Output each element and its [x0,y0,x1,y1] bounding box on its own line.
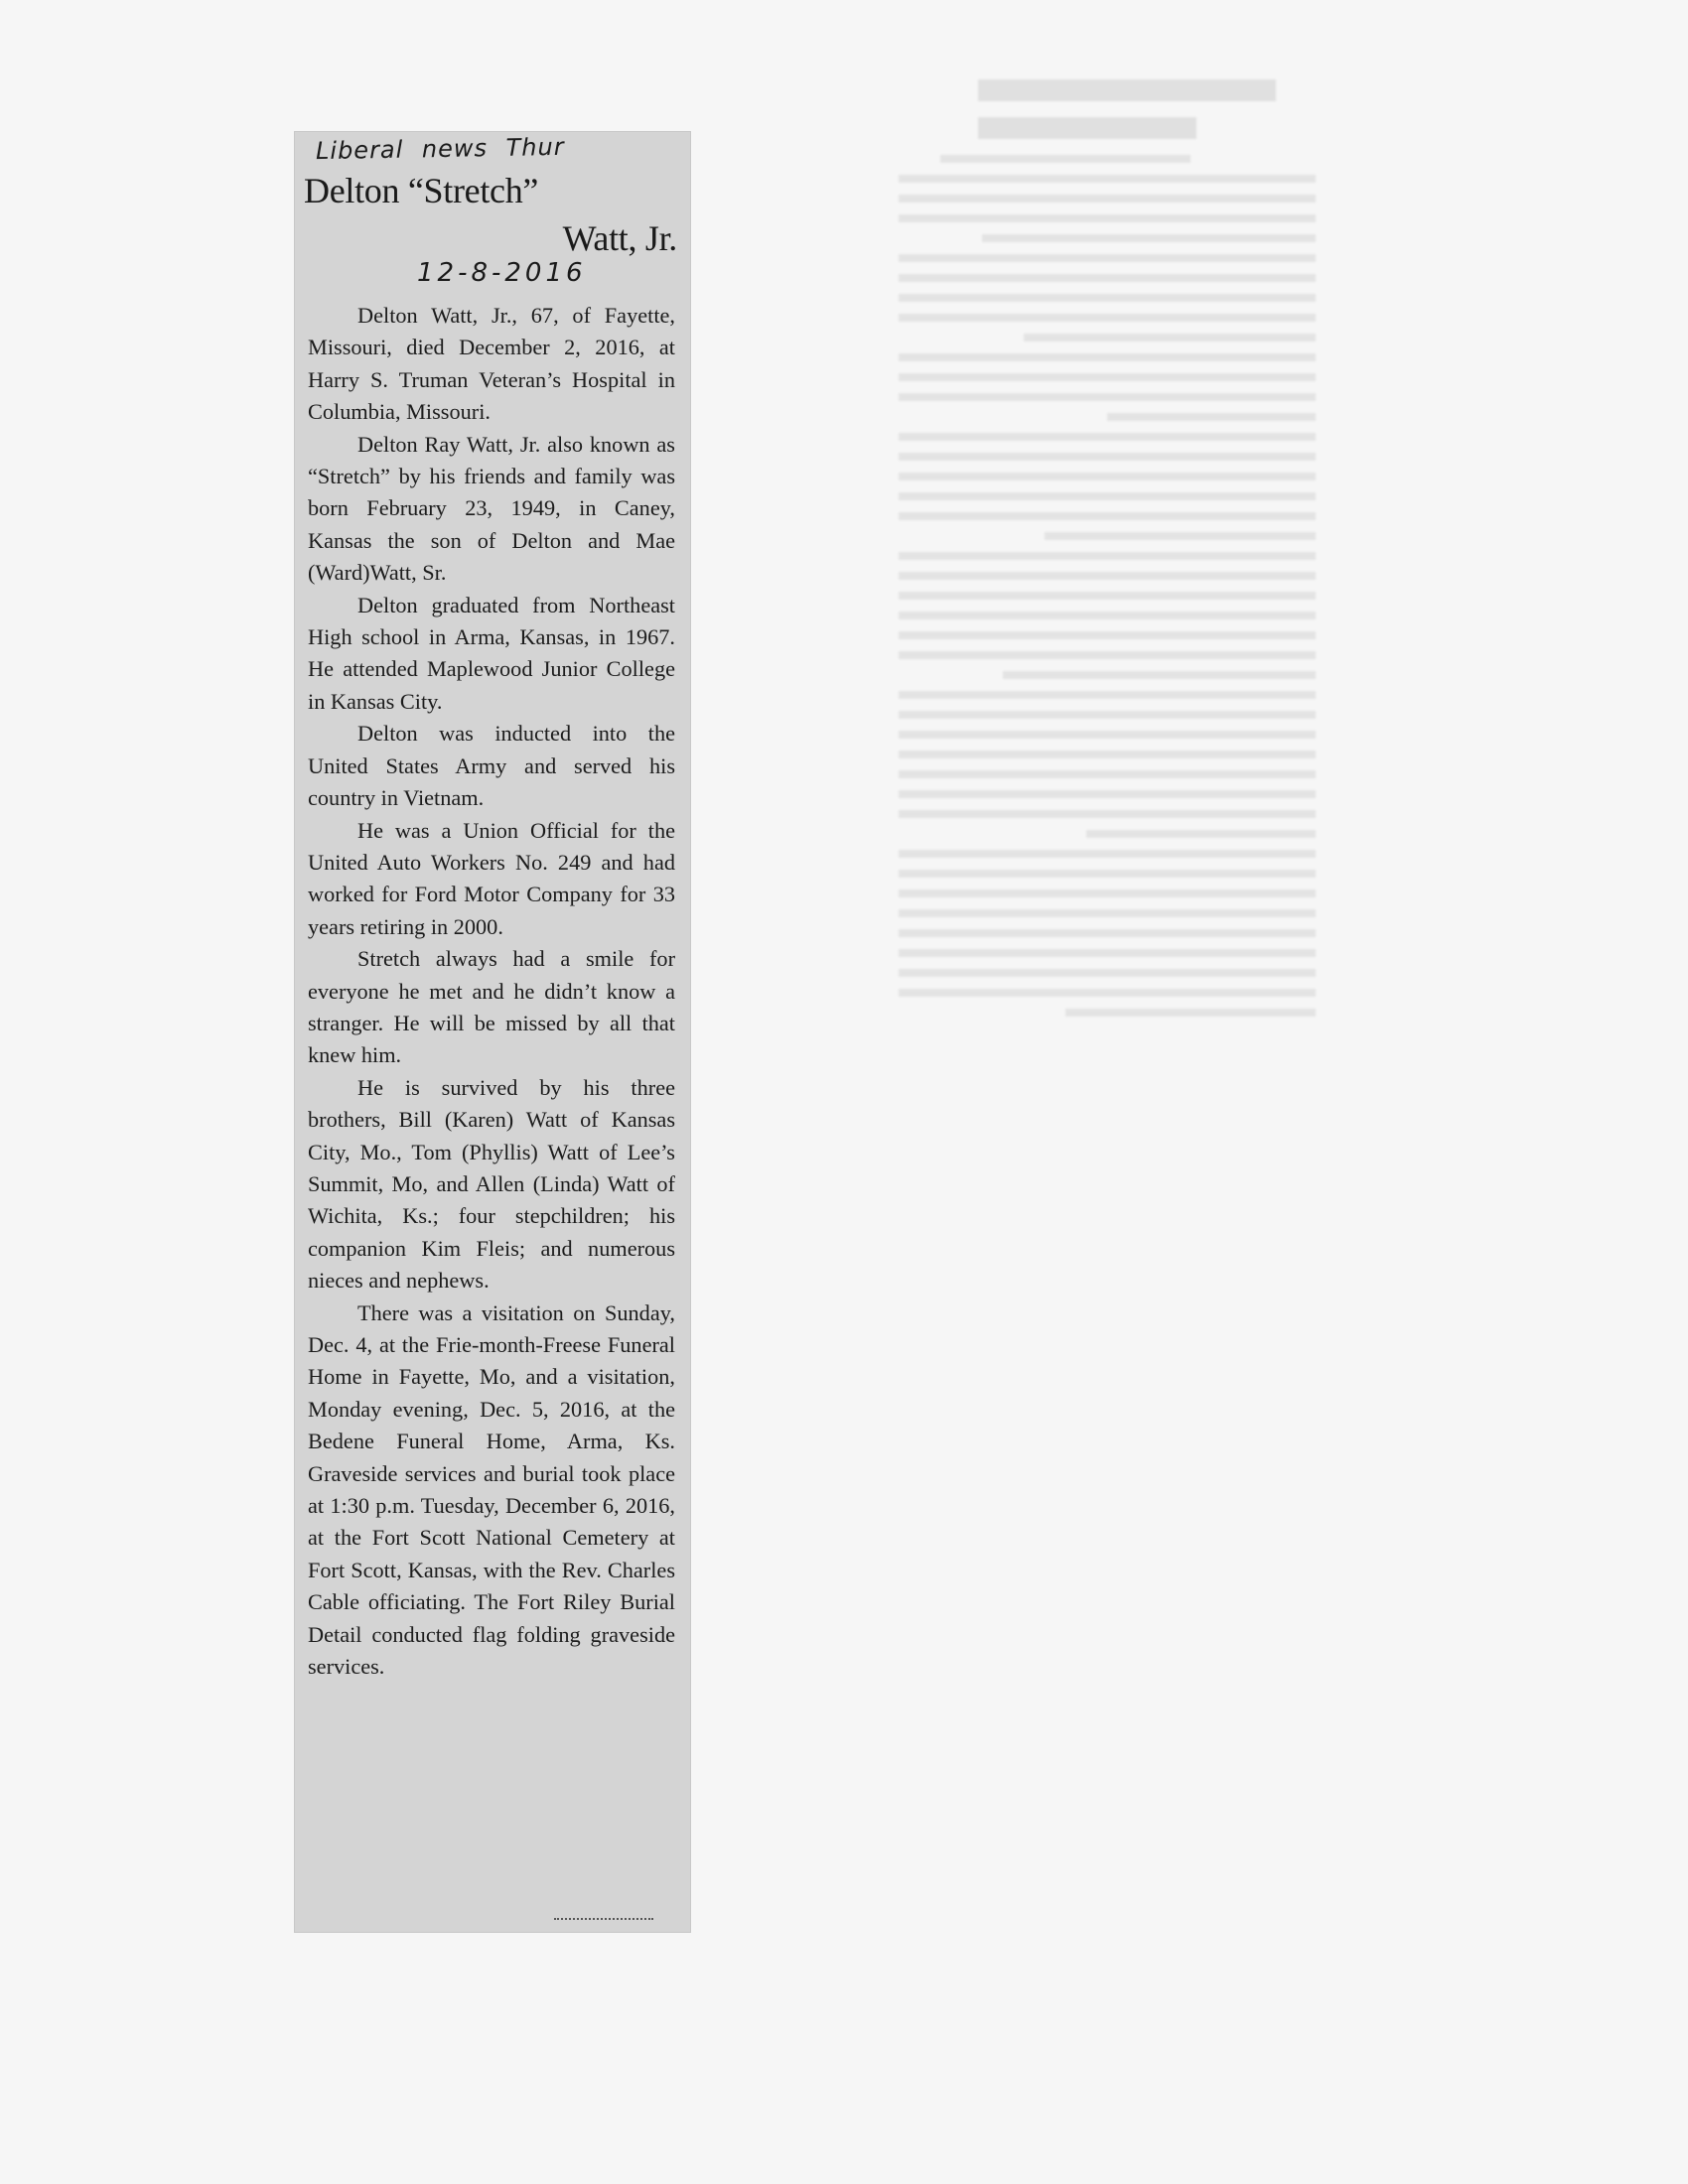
headline-line-1: Delton “Stretch” [304,171,539,210]
paragraph: Delton Ray Watt, Jr. also known as “Stretch” by his friends and family was born February 23, 1949, in Caney, Kansas the son of Delton and Mae (Ward)Watt, Sr. [308,431,675,586]
obituary-body [308,300,675,1683]
paragraph: Delton Watt, Jr., 67, of Fayette, Missouri, died December 2, 2016, at Harry S. Truman Veteran’s Hospital in Columbia, Missouri. [308,303,675,425]
paragraph: Delton was inducted into the United States Army and served his country in Vietnam. [308,721,675,811]
paragraph: Stretch always had a smile for everyone he met and he didn’t know a stranger. He will be missed by all that knew him. [308,946,675,1068]
paragraph: He was a Union Official for the United Auto Workers No. 249 and had worked for Ford Motor Company for 33 years retiring in 2000. [308,817,675,939]
paragraph: Delton graduated from Northeast High school in Arma, Kansas, in 1967. He attended Maplewood Junior College in Kansas City. [308,592,675,714]
end-mark [554,1918,653,1922]
paragraph: He is survived by his three brothers, Bill (Karen) Watt of Kansas City, Mo., Tom (Phyllis) Watt of Lee’s Summit, Mo, and Allen (Linda) Watt of Wichita, Ks.; four stepchildren; his companion Kim Fleis; and numerous nieces and nephews. [308,1074,675,1294]
handwritten-date-note: 12-8-2016 [417,258,587,288]
bleed-through-reverse-text [899,79,1316,1866]
handwritten-source-note: Liberal news Thur [315,132,565,166]
paragraph: There was a visitation on Sunday, Dec. 4, at the Frie-month-Freese Funeral Home in Fayette, Mo, and a visitation, Monday evening, Dec. 5, 2016, at the Bedene Funeral Home, Arma, Ks. Graveside services and burial took place at 1:30 p.m. Tuesday, December 6, 2016, at the Fort Scott National Cemetery at Fort Scott, Kansas, with the Rev. Charles Cable officiating. The Fort Riley Burial Detail conducted flag folding graveside services. [308,1299,675,1680]
obituary-clipping [294,131,691,1933]
headline-line-2: Watt, Jr. [562,218,677,258]
